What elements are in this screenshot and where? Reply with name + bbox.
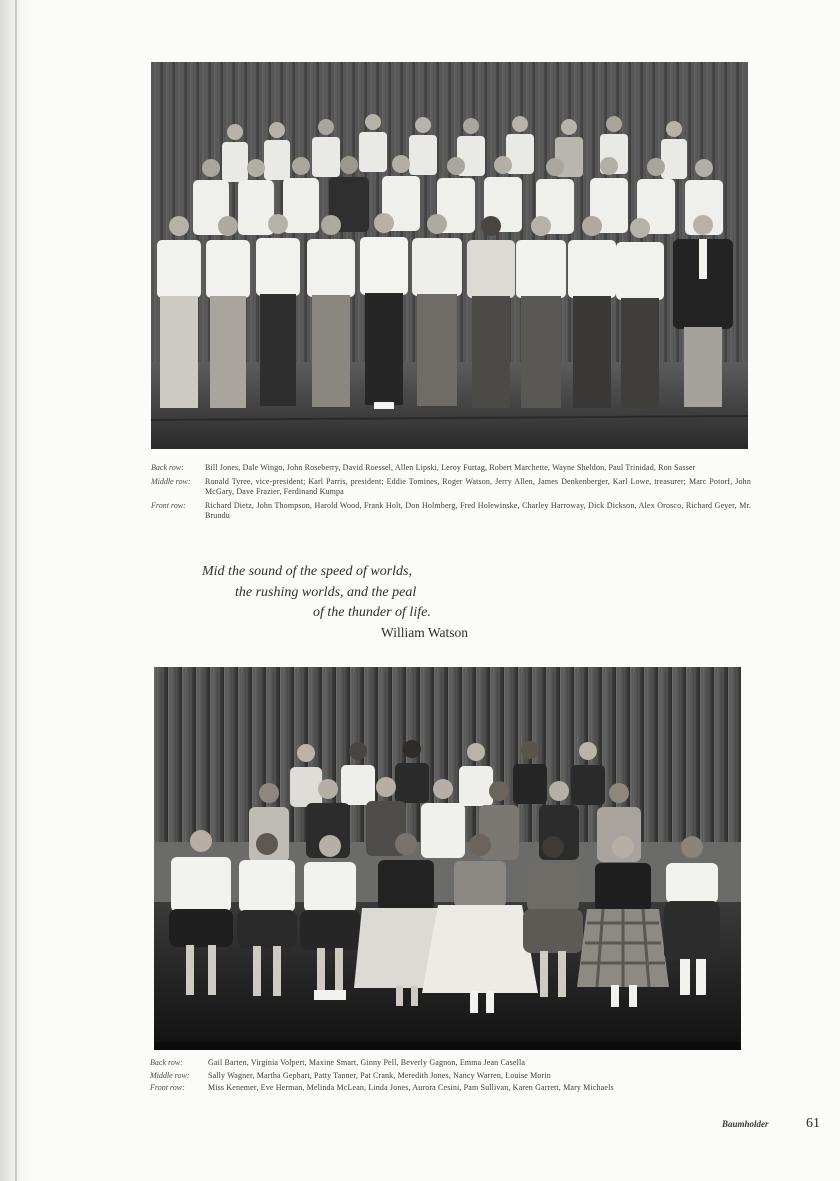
front-row-label: Front row: <box>151 500 186 510</box>
boys-photo-caption <box>151 463 751 525</box>
front-row-label: Front row: <box>150 1083 185 1092</box>
girls-photo-caption <box>150 1058 750 1096</box>
poem-author: William Watson <box>381 625 468 640</box>
girls-group-photo <box>154 667 741 1050</box>
back-row-label: Back row: <box>151 463 184 472</box>
boys-group-photo <box>151 62 748 449</box>
back-row-names: Gail Barten, Virginia Volpert, Maxine Smart, Ginny Pell, Beverly Gagnon, Emma Jean Casella <box>208 1058 526 1067</box>
middle-row-label: Middle row: <box>150 1070 190 1080</box>
caption-back-row <box>151 463 751 474</box>
poem-line-3: of the thunder of life. <box>313 605 431 620</box>
caption-back-row <box>150 1058 750 1069</box>
middle-row-names: Ronald Tyree, vice-president; Karl Parris, president; Eddie Tomines, Roger Watson, Jerry Allen, James Denkenberger, Karl Lowe, treasurer; Marc Potorf, John McGary, Dave Frazier, Ferdinand Kumpa <box>205 476 751 496</box>
front-row-names: Miss Kenemer, Eve Herman, Melinda McLean, Linda Jones, Aurora Cesini, Pam Sullivan, Karen Garrett, Mary Michaels <box>208 1083 614 1092</box>
middle-row-names: Sally Wagner, Martha Gephart, Patty Tanner, Pat Crank, Meredith Jones, Nancy Warren, Louise Morin <box>208 1070 551 1080</box>
caption-front-row <box>151 501 751 522</box>
middle-row-label: Middle row: <box>151 476 191 486</box>
poem-line-2: the rushing worlds, and the peal <box>235 585 417 600</box>
caption-middle-row <box>151 477 751 498</box>
page-number: 61 <box>806 1116 820 1131</box>
footer-school-name: Baumholder <box>722 1119 769 1129</box>
boys-group-photo-image <box>151 62 748 449</box>
back-row-names: Bill Jones, Dale Wingo, John Roseberry, David Roessel, Allen Lipski, Leroy Furtag, Robert Marchette, Wayne Sheldon, Paul Trinidad, Ron Sasser <box>205 463 696 472</box>
girls-group-photo-image <box>154 667 741 1050</box>
binding-shadow <box>0 0 34 1181</box>
front-row-names: Richard Dietz, John Thompson, Harold Wood, Frank Holt, Don Holmberg, Fred Holewinske, Charley Harroway, Dick Dickson, Alex Orosco, Richard Geyer, Mr. Brundu <box>205 500 751 520</box>
binding-line <box>15 0 17 1181</box>
back-row-label: Back row: <box>150 1058 183 1067</box>
caption-middle-row <box>150 1071 750 1082</box>
poem-line-1: Mid the sound of the speed of worlds, <box>202 564 412 579</box>
caption-front-row <box>150 1083 750 1094</box>
